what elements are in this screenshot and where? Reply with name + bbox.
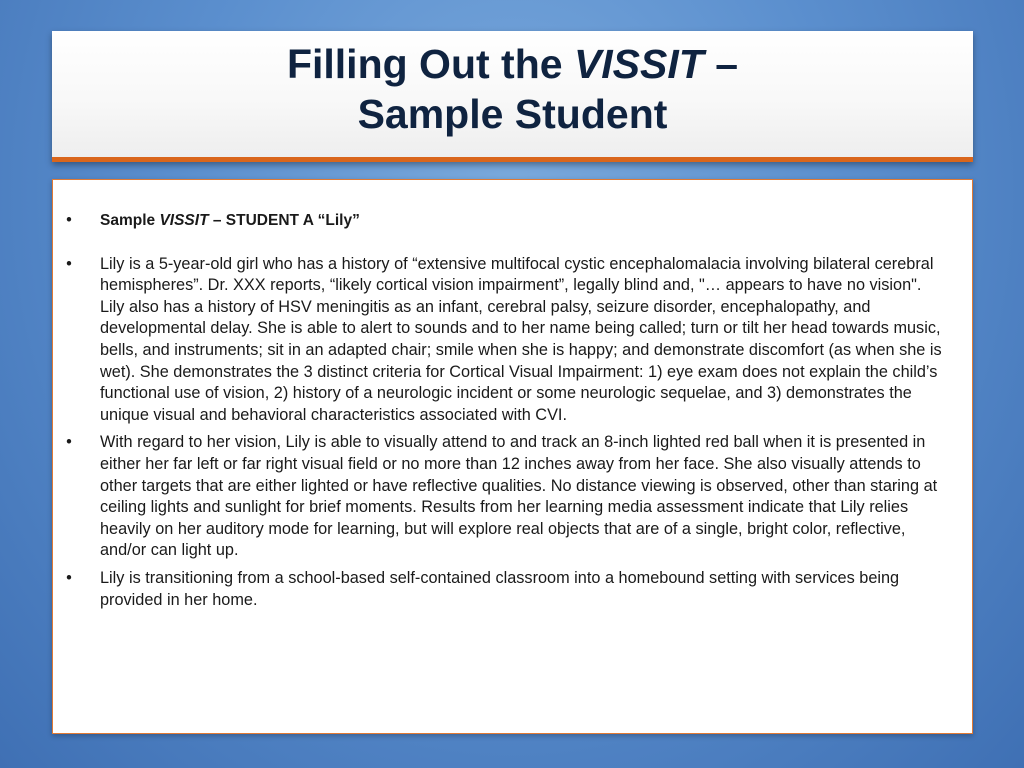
title-box xyxy=(52,31,973,162)
bullet-transition-text: Lily is transitioning from a school-based self-contained classroom into a homebound setting with services being provided in her home. xyxy=(100,568,900,609)
bullet-marker: • xyxy=(66,568,72,587)
title-suffix: – xyxy=(703,41,739,87)
title-line-1 xyxy=(52,39,973,89)
title-line-2: Sample Student xyxy=(357,91,668,137)
sample-label xyxy=(100,212,360,229)
content-box xyxy=(52,179,973,734)
bullet-list xyxy=(53,180,972,611)
slide-title xyxy=(52,39,973,139)
bullet-sample-label xyxy=(66,210,948,232)
sample-suffix: – STUDENT A “Lily” xyxy=(208,212,360,229)
bullet-history-text: Lily is a 5-year-old girl who has a history of “extensive multifocal cystic encephalomalacia involving bilateral cerebral hemispheres”. Dr. XXX reports, “likely cortical vision impairment”, legally blind and, "… appears to have no vision". Lily also has a history of HSV meningitis as an infant, cerebral palsy, seizure disorder, encephalopathy, and developmental delay. She is able to alert to sounds and to her name being called; turn or tilt her head towards music, bells, and instruments; sit in an adapted chair; smile when she is happy; and demonstrate discomfort (as when she is wet). She demonstrates the 3 distinct criteria for Cortical Visual Impairment: 1) eye exam does not explain the child’s functional use of vision, 2) history of a neurologic incident or some neurologic sequelae, and 3) demonstrates the unique visual and behavioral characteristics associated with CVI. xyxy=(100,254,942,424)
bullet-marker: • xyxy=(66,254,72,273)
sample-prefix: Sample xyxy=(100,212,160,229)
bullet-transition xyxy=(66,568,948,611)
sample-italic: VISSIT xyxy=(159,212,209,229)
bullet-vision-text: With regard to her vision, Lily is able to visually attend to and track an 8-inch lighted red ball when it is presented in either her far left or far right visual field or no more than 12 inches away from her face. She also visually attends to other targets that are either lighted or have reflective qualities. No distance viewing is observed, other than staring at ceiling lights and sunlight for brief moments. Results from her learning media assessment indicate that Lily relies heavily on her auditory mode for learning, but will explore real objects that are of a single, bright color, reflective, and/or can light up. xyxy=(100,433,938,560)
title-italic: VISSIT xyxy=(573,41,704,87)
bullet-history xyxy=(66,254,948,427)
bullet-vision xyxy=(66,432,948,562)
bullet-marker: • xyxy=(66,211,72,229)
title-prefix: Filling Out the xyxy=(286,41,574,87)
bullet-marker: • xyxy=(66,433,72,452)
